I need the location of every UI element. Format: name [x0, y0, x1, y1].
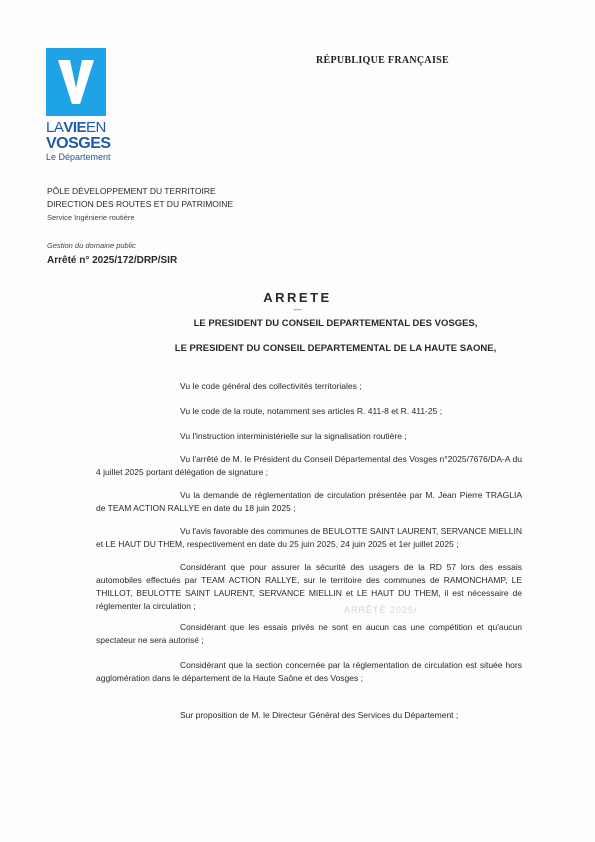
- arrete-number: Arrêté n° 2025/172/DRP/SIR: [47, 255, 178, 266]
- logo-text-line3: Le Département: [46, 152, 111, 162]
- paragraph-vu-arrete-delegation: Vu l'arrêté de M. le Président du Conseil Départemental des Vosges n°2025/7676/DA-A du 4 juillet 2025 portant délégation de signature ;: [96, 454, 522, 477]
- gestion-label: Gestion du domaine public: [47, 241, 136, 250]
- paragraph-vu-cgct: Vu le code général des collectivités territoriales ;: [180, 381, 362, 391]
- paragraph-sur-proposition: Sur proposition de M. le Directeur Général des Services du Département ;: [180, 710, 459, 720]
- document-title: ARRETE: [263, 290, 332, 305]
- president-vosges: LE PRESIDENT DU CONSEIL DEPARTEMENTAL DES VOSGES,: [193, 318, 478, 329]
- service-label: Service Ingénierie routière: [47, 213, 135, 222]
- paragraph-vu-avis: Vu l'avis favorable des communes de BEULOTTE SAINT LAURENT, SERVANCE MIELLIN et LE HAUT DU THEM, respectivement en date du 25 juin 2025, 24 juin 2025 et 1er juillet 2025 ;: [96, 526, 522, 549]
- logo-text-line2: VOSGES: [46, 135, 111, 152]
- bleed-through-text: ARRÊTÉ 2025/: [344, 605, 418, 615]
- paragraph-vu-demande: Vu la demande de réglementation de circulation présentée par M. Jean Pierre TRAGLIA de TEAM ACTION RALLYE en date du 18 juin 2025 ;: [96, 490, 522, 513]
- paragraph-vu-code-route: Vu le code de la route, notamment ses articles R. 411-8 et R. 411-25 ;: [180, 406, 443, 416]
- president-haute-saone: LE PRESIDENT DU CONSEIL DEPARTEMENTAL DE LA HAUTE SAONE,: [174, 343, 497, 354]
- paragraph-considerant-section: Considérant que la section concernée par la réglementation de circulation est située hors agglomération dans le département de la Haute Saône et des Vosges ;: [96, 660, 522, 683]
- paragraph-considerant-essais: Considérant que les essais privés ne sont en aucun cas une compétition et qu'aucun spectateur ne sera autorisé ;: [96, 622, 522, 645]
- title-separator: ---: [293, 305, 302, 314]
- service-block: [47, 185, 233, 224]
- logo-text-line1: LAVIEEN: [46, 119, 106, 136]
- department-logo: [46, 48, 126, 163]
- paragraph-vu-instruction: Vu l'instruction interministérielle sur la signalisation routière ;: [180, 431, 407, 441]
- paragraph-considerant-securite: Considérant que pour assurer la sécurité des usagers de la RD 57 lors des essais automobiles effectués par TEAM ACTION RALLYE, sur le territoire des communes de RAMONCHAMP, LE THILLOT, BEULOTTE SAINT LAURENT, SERVANCE MIELLIN et LE HAUT DU THEM, il est nécessaire de réglementer la circulation ;: [96, 562, 522, 611]
- direction-label: DIRECTION DES ROUTES ET DU PATRIMOINE: [47, 199, 234, 209]
- v-logo-icon: [46, 48, 106, 116]
- republique-francaise-header: RÉPUBLIQUE FRANÇAISE: [316, 55, 449, 66]
- pole-label: PÔLE DÉVELOPPEMENT DU TERRITOIRE: [47, 186, 216, 196]
